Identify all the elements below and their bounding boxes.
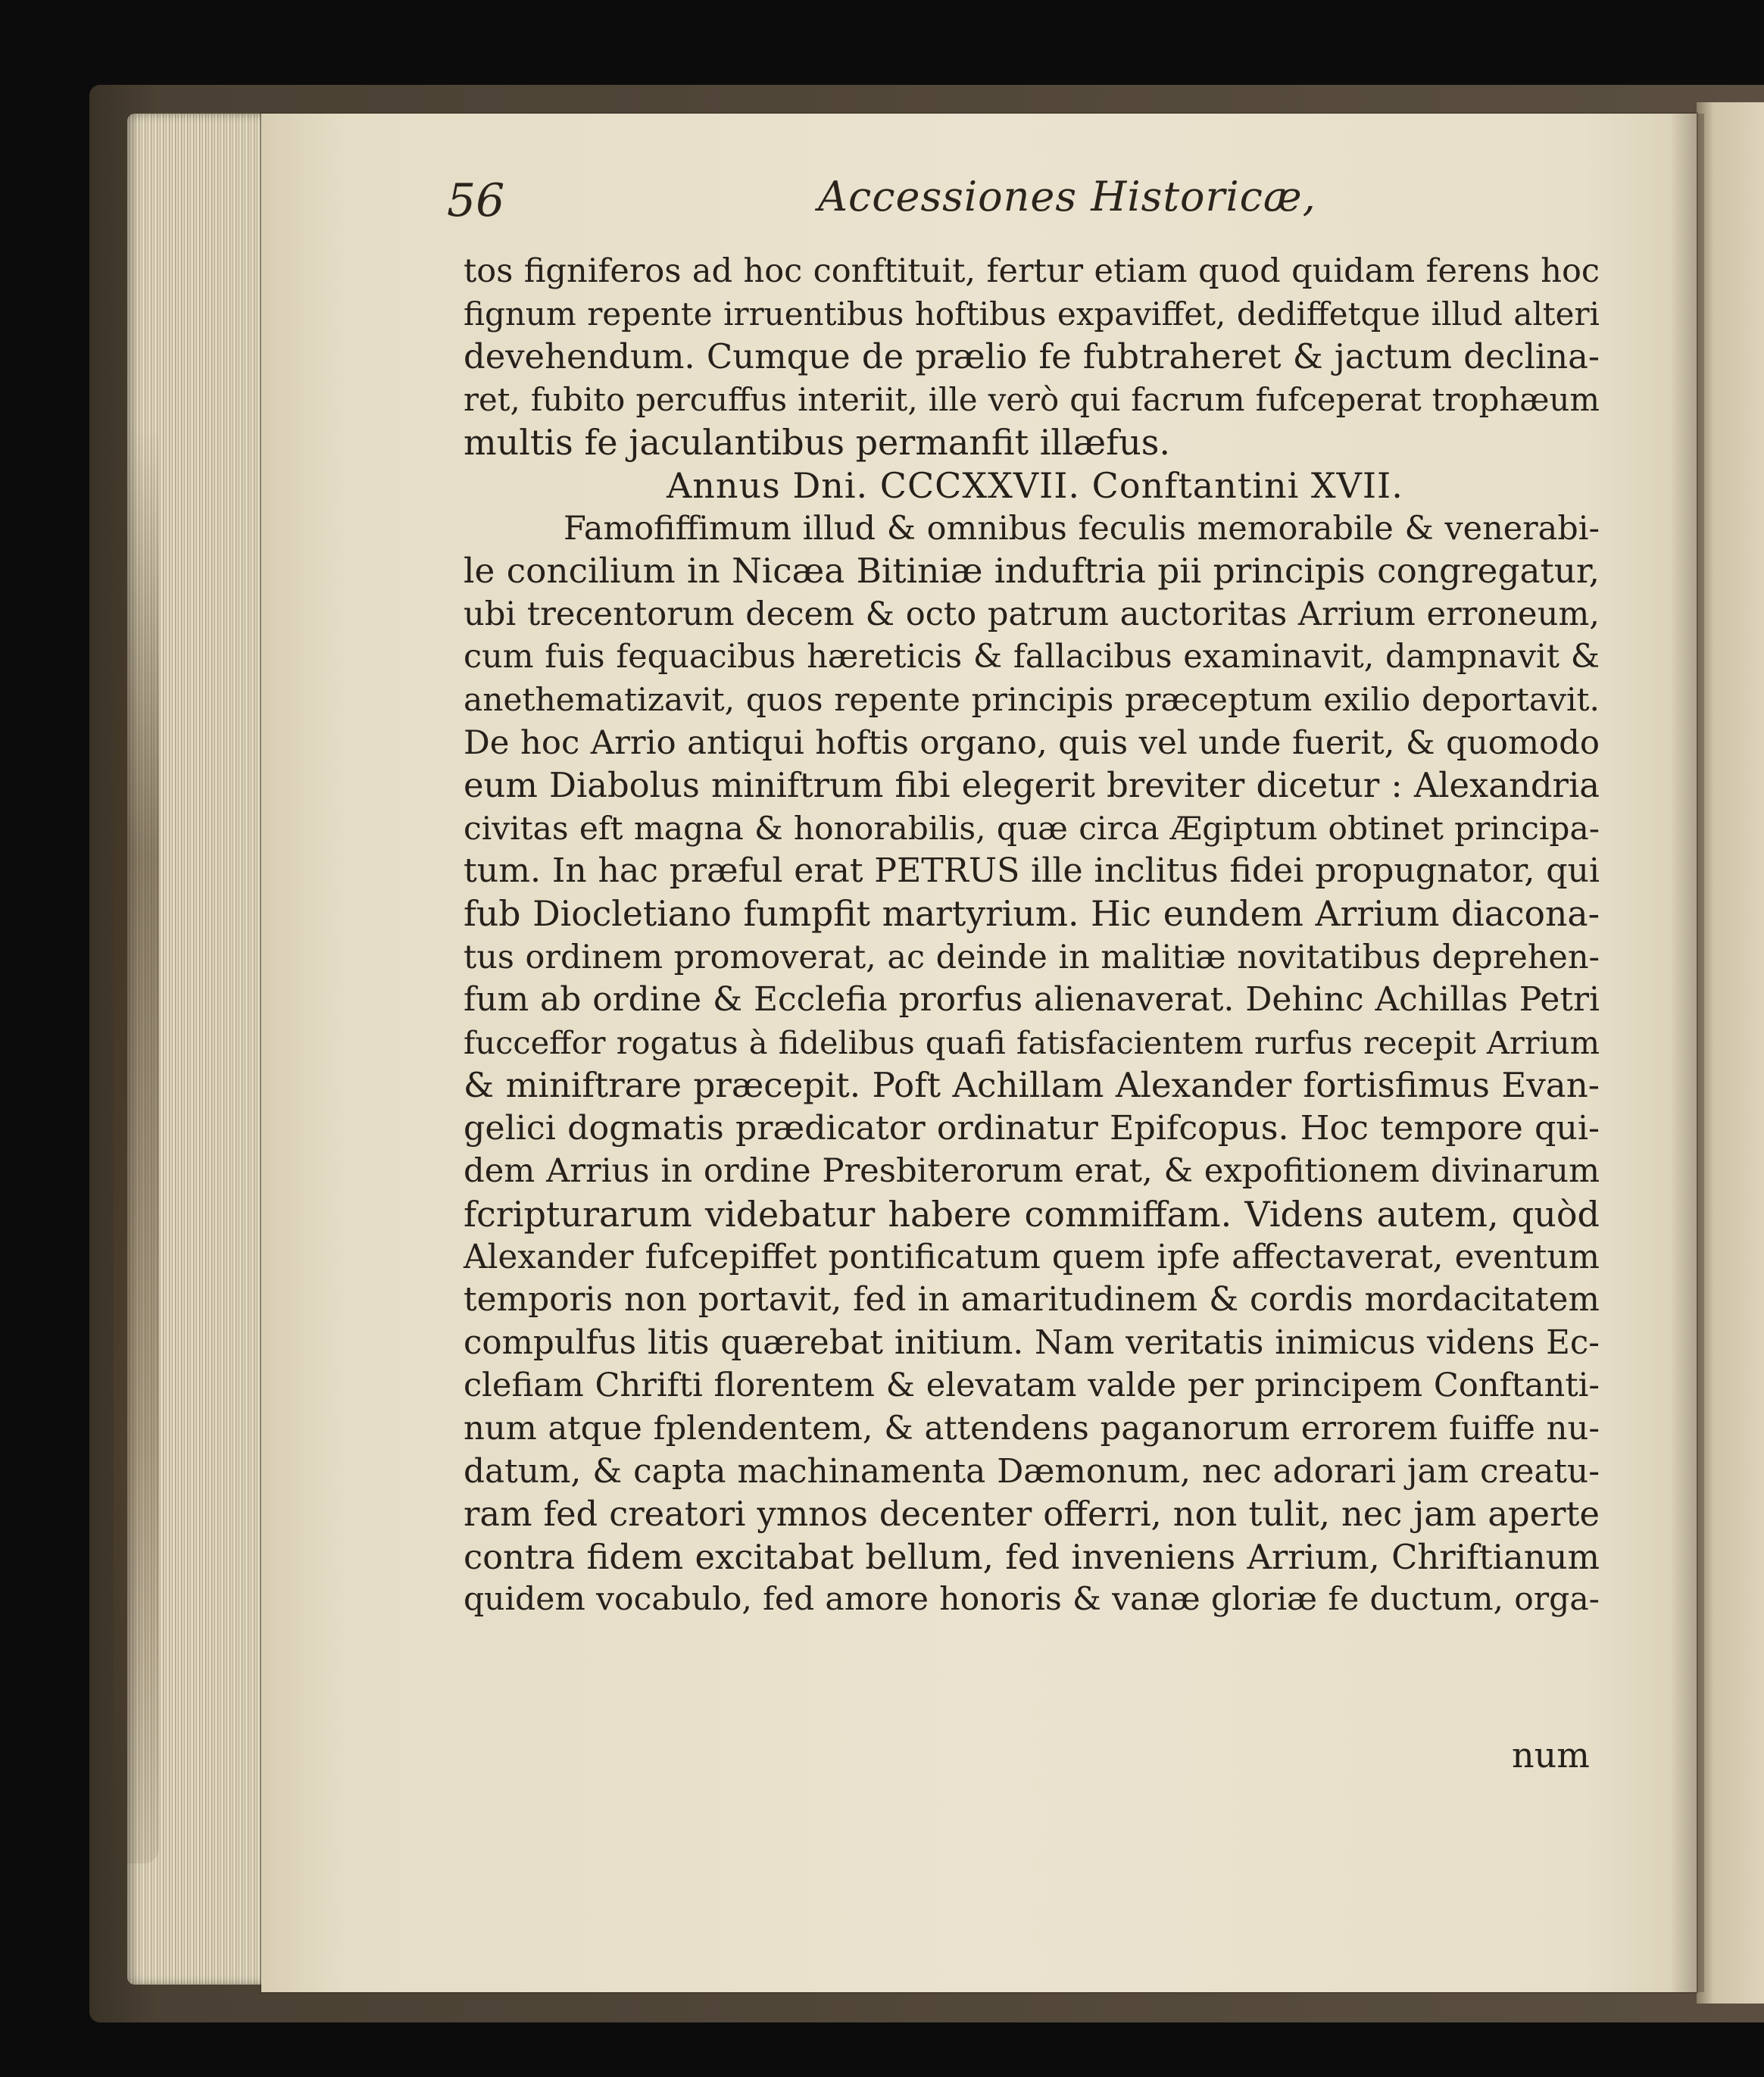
text-line: eum Diabolus miniftrum fibi elegerit breviter dicetur : Alexandria [464, 765, 1600, 806]
text-line: compulfus litis quærebat initium. Nam veritatis inimicus videns Ec- [464, 1323, 1600, 1362]
text-line: contra fidem excitabat bellum, fed inveniens Arrium, Chriftianum [464, 1536, 1600, 1577]
text-line: fub Diocletiano fumpfit martyrium. Hic eundem Arrium diacona- [464, 893, 1600, 934]
text-block [464, 250, 1600, 1622]
text-line: Famofiffimum illud & omnibus feculis memorabile & venerabi- [564, 509, 1600, 548]
text-line: clefiam Chrifti florentem & elevatam valde per principem Conftanti- [464, 1366, 1600, 1405]
running-head [447, 159, 1606, 235]
text-line: Alexander fufcepiffet pontificatum quem ipfe affectaverat, eventum [464, 1238, 1600, 1276]
text-line: quidem vocabulo, fed amore honoris & vanæ gloriæ fe ductum, orga- [464, 1581, 1600, 1619]
text-line: anethematizavit, quos repente principis præceptum exilio deportavit. [464, 680, 1600, 718]
running-title: Accessiones Historicæ, [818, 173, 1316, 220]
text-line: tus ordinem promoverat, ac deinde in malitiæ novitatibus deprehen- [464, 938, 1600, 976]
facing-page [1697, 102, 1764, 2004]
text-line: ubi trecentorum decem & octo patrum auctoritas Arrium erroneum, [464, 595, 1600, 633]
year-heading: Annus Dni. CCCXXVII. Conftantini XVII. [667, 464, 1403, 506]
text-line: fcripturarum videbatur habere commiffam. Videns autem, quòd [464, 1194, 1600, 1235]
text-line: temporis non portavit, fed in amaritudinem & cordis mordacitatem [464, 1280, 1600, 1320]
text-line: devehendum. Cumque de prælio fe fubtraheret & jactum declina- [464, 336, 1600, 377]
text-line: ret, fubito percuffus interiit, ille verò qui facrum fufceperat trophæum [464, 380, 1600, 418]
text-line: le concilium in Nicæa Bitiniæ induftria pii principis congregatur, [464, 551, 1600, 592]
catchword: num [1512, 1735, 1590, 1776]
text-line: ram fed creatori ymnos decenter offerri, non tulit, nec jam aperte [464, 1494, 1600, 1535]
text-line: & miniftrare præcepit. Poft Achillam Alexander fortisfimus Evan- [464, 1065, 1600, 1106]
text-line: num atque fplendentem, & attendens paganorum errorem fuiffe nu- [464, 1410, 1600, 1448]
text-line: tos figniferos ad hoc conftituit, fertur etiam quod quidam ferens hoc [464, 252, 1600, 290]
text-line: gelici dogmatis prædicator ordinatur Epifcopus. Hoc tempore qui- [464, 1108, 1600, 1148]
text-line: fucceffor rogatus à fidelibus quafi fatisfacientem rurfus recepit Arrium [464, 1023, 1600, 1061]
text-line: fum ab ordine & Ecclefia prorfus alienaverat. Dehinc Achillas Petri [464, 980, 1600, 1020]
text-line: tum. In hac præful erat PETRUS ille inclitus fidei propugnator, qui [464, 851, 1600, 891]
text-line: De hoc Arrio antiqui hoftis organo, quis vel unde fuerit, & quomodo [464, 723, 1600, 762]
text-line: multis fe jaculantibus permanfit illæfus. [464, 422, 1170, 464]
text-line: dem Arrius in ordine Presbiterorum erat, & expofitionem divinarum [464, 1152, 1600, 1191]
text-line: datum, & capta machinamenta Dæmonum, nec adorari jam creatu- [464, 1451, 1600, 1491]
edge-stain [114, 424, 159, 1863]
text-line: civitas eft magna & honorabilis, quæ circa Ægiptum obtinet principa- [464, 809, 1600, 847]
gutter-shadow [1670, 114, 1704, 1992]
text-line: cum fuis fequacibus hæreticis & fallacibus examinavit, dampnavit & [464, 638, 1600, 676]
text-line: fignum repente irruentibus hoftibus expaviffet, dediffetque illud alteri [464, 295, 1600, 333]
page-number: 56 [447, 174, 505, 227]
